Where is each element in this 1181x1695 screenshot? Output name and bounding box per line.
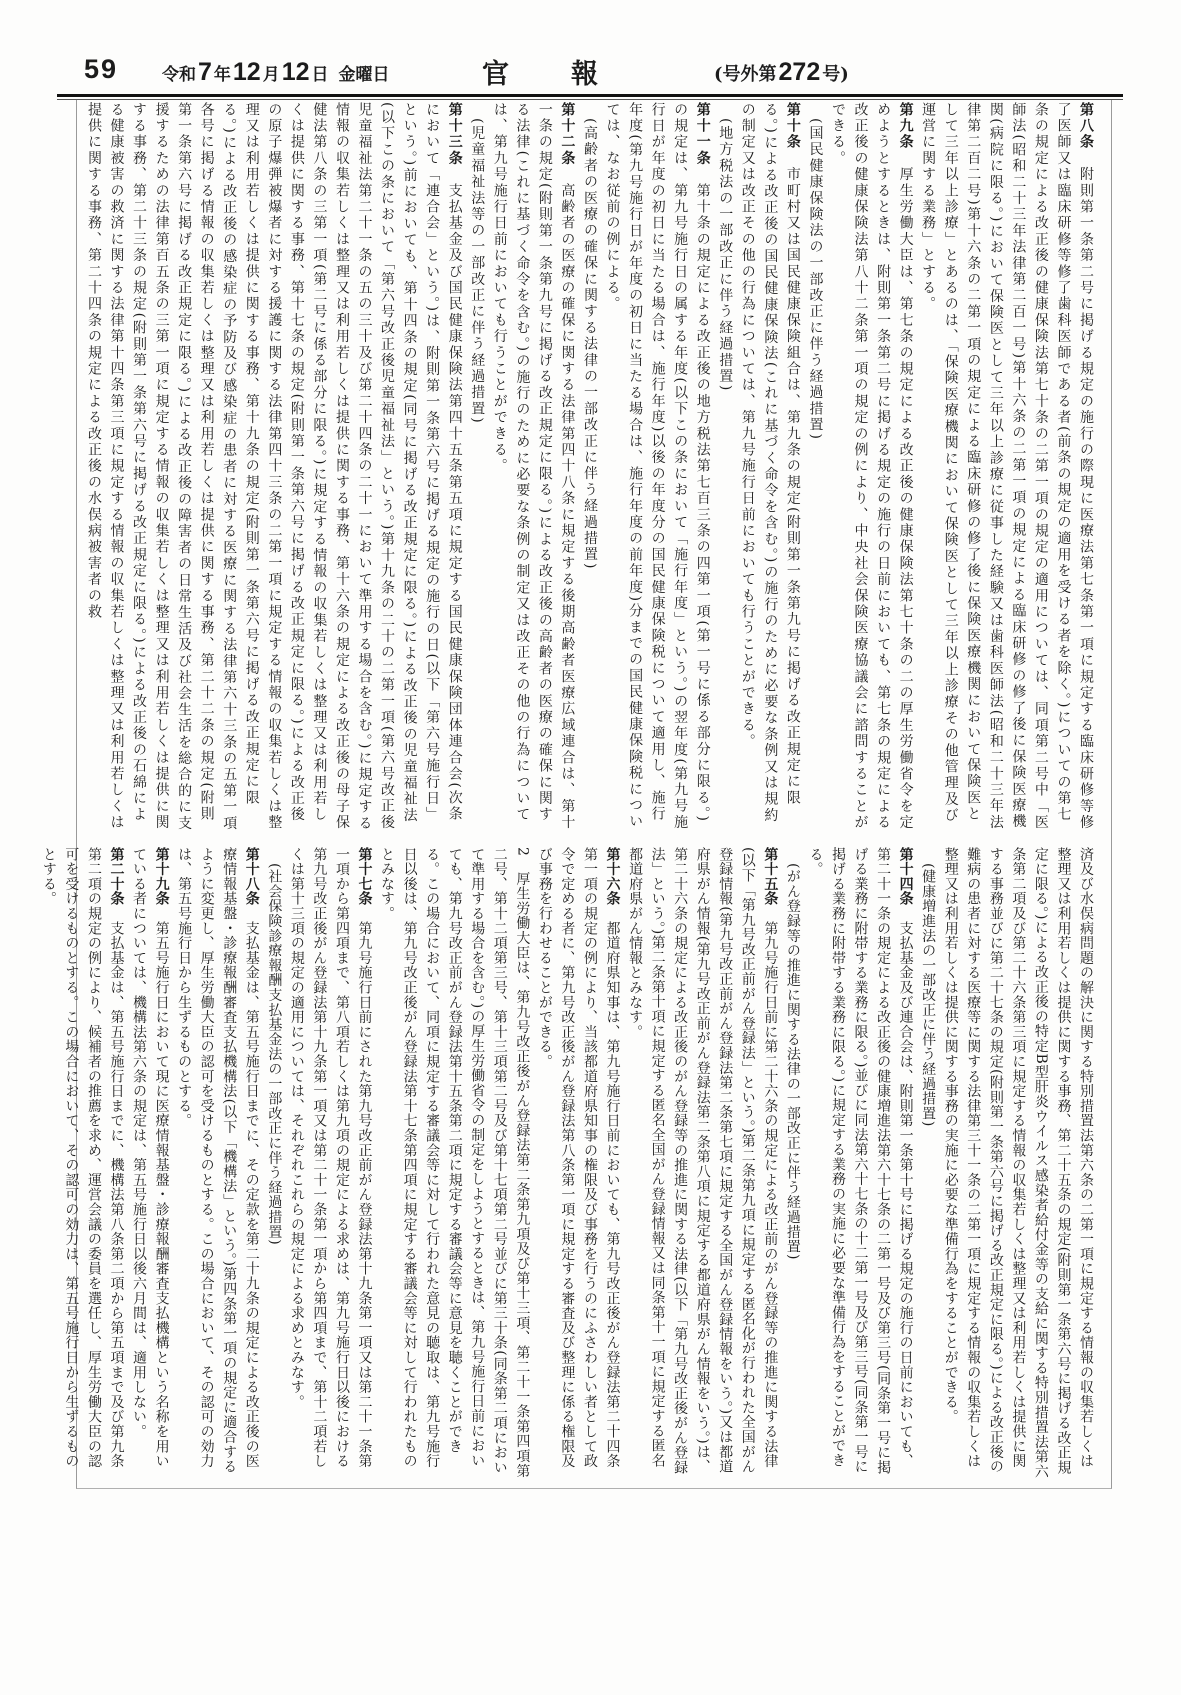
article-8: 第八条 附則第一条第二号に掲げる規定の施行の際現に医療法第七条第一項に規定する臨床研修等修了医師又は臨床研修等修了歯科医師である者(前条の規定の適用を受ける者を除く。)についての第七条の規定による改正後の健康保険法第七十条の二第一項の規定の適用については、同項第二号中「医師法(昭和二十三年法律第二百一号)第十六条の二第一項の規定による臨床研修の修了後に保険医療機関(病院に限る。)において保険医として三年以上診療に従事した経験又は歯科医師法(昭和二十三年法律第二百二号)第十六条の二第一項の規定による臨床研修の修了後に保険医療機関において保険医として三年以上診療」とあるのは、「保険医療機関において保険医として三年以上診療その他管理及び運営に関する業務」とする。 (920, 102, 1094, 832)
article-18-label: 第十八条 (243, 847, 260, 921)
article-11: 第十一条 第十条の規定による改正後の地方税法第七百三条の四第一項(第一号に係る部分に限る。)の規定は、第九号施行日の属する年度(以下この条において「施行年度」という。)の翌年度(第九号施行日が年度の初日に当たる場合は、施行年度)以後の年度分の国民健康保険税について適用し、施行年度(第九号施行日が年度の初日に当たる場合は、施行年度の前年度)分までの国民健康保険税については、なお従前の例による。 (604, 102, 711, 831)
heading-chihozei: (地方税法の一部改正に伴う経過措置) (717, 118, 734, 393)
article-16-para-2-label: 2 (514, 847, 531, 872)
article-17-label: 第十七条 (356, 847, 373, 921)
article-8-label: 第八条 (1078, 102, 1094, 167)
article-19-label: 第十九条 (153, 847, 170, 921)
page-number: 59 (84, 54, 119, 84)
article-16-label: 第十六条 (604, 847, 621, 921)
article-14: 第十四条 支払基金及び連合会は、附則第一条第十号に掲げる規定の施行の日前においても、第二十一条の規定による改正後の健康増進法第六十七条の二第一号及び第三号(同条第一号に掲げる業務に附帯する業務に限る。)並びに同法第六十七条の十二第一号及び第三号(同条第一号に掲げる業務に附帯する業務に限る。)に規定する業務の実施に必要な準備行為をすることができる。 (807, 847, 914, 1475)
article-12-label: 第十二条 (559, 102, 576, 183)
article-10: 第十条 市町村又は国民健康保険組合は、第九条の規定(附則第一条第九号に掲げる改正規定に限る。)による改正後の国民健康保険法(これに基づく命令を含む。)の施行のために必要な条例又は規約の制定又は改正その他の行為については、第九号施行日前においても行うことができる。 (739, 102, 801, 824)
article-19: 第十九条 第五号施行日において現に医療情報基盤・診療報酬審査支払機構という名称を用いている者については、機構法第六条の規定は、第五号施行日以後六月間は、適用しない。 (131, 847, 170, 1469)
band-top (83, 102, 1097, 832)
article-13-label: 第十三条 (446, 102, 463, 183)
heading-koreisha: (高齢者の医療の確保に関する法律の一部改正に伴う経過措置) (581, 118, 598, 571)
article-18: 第十八条 支払基金は、第五号施行日までに、その定款を第二十九条の規定による改正後の医療情報基盤・診療報酬審査支払機構法(以下「機構法」という。)第四条第一項の規定に適合するように変更し、厚生労働大臣の認可を受けるものとする。この場合において、その認可の効力は、第五号施行日から生ずるものとする。 (176, 847, 260, 1475)
article-11-label: 第十一条 (694, 102, 711, 183)
heading-shiharaikikin: (社会保険診療報酬支払基金法の一部改正に伴う経過措置) (266, 863, 283, 1246)
article-13: 第十三条 支払基金及び国民健康保険法第四十五条第五項に規定する国民健康保険団体連合会(次条において「連合会」という。)は、附則第一条第六号に掲げる規定の施行の日(以下「第六号施行日」という。)前においても、第十四条の規定(同号に掲げる改正規定に限る。)による改正後の児童福祉法(以下この条において「第六号改正後児童福祉法」という。)第十九条の二十の二第一項(第六号改正後児童福祉法第二十一条の五の三十及び第二十四条の二十一において準用する場合を含む。)に規定する情報の収集若しくは整理又は利用若しくは提供に関する事務、第十六条の規定による改正後の母子保健法第八条の三第一項(第二号に係る部分に限る。)に規定する情報の収集若しくは整理又は利用若しくは提供に関する事務、第十七条の規定(附則第一条第六号に掲げる改正規定に限る。)による改正後の原子爆弾被爆者に対する援護に関する法律第四十三条の二第一項に規定する情報の収集若しくは整理又は利用若しくは提供に関する事務、第十九条の規定(附則第一条第六号に掲げる改正規定に限る。)による改正後の感染症の予防及び感染症の患者に対する医療に関する法律第六十三条の五第一項各号に掲げる情報の収集若しくは整理又は利用若しくは提供に関する事務、第二十二条の規定(附則第一条第六号に掲げる改正規定に限る。)による改正後の障害者の日常生活及び社会生活を総合的に支援するための法律第百五条の三第一項に規定する情報の収集若しくは整理又は利用若しくは提供に関する事務、第二十三条の規定(附則第一条第六号に掲げる改正規定に限る。)による改正後の石綿による健康被害の救済に関する法律第十四条第三項に規定する情報の収集若しくは整理又は利用若しくは提供に関する事務、第二十四条の規定による改正後の水俣病被害者の救 (85, 102, 463, 832)
article-9-label: 第九条 (897, 102, 914, 167)
article-20-label: 第二十条 (108, 847, 125, 921)
header-rule (57, 94, 1123, 97)
heading-kenkozoshin: (健康増進法の一部改正に伴う経過措置) (920, 863, 937, 1128)
band-bottom (40, 847, 1097, 1481)
article-16-para-2: 2 厚生労働大臣は、第九号改正後がん登録法第二条第九項及び第十三項、第二十一条第四項第二号、第十二項第三号、第十三項第二号及び第十七項第二号並びに第三十条(同条第二項において準用する場合を含む。)の厚生労働省令の制定をしようとするときは、第九号施行日前においても、第九号改正前がん登録法第十五条第二項に規定する審議会等に意見を聴くことができる。この場合において、同項に規定する審議会等に対して行われた意見の聴取は、第九号施行日以後は、第九号改正後がん登録法第十七条第四項に規定する審議会等に対して行われたものとみなす。 (379, 847, 531, 1479)
article-13-continued: 済及び水俣病問題の解決に関する特別措置法第六条の二第一項に規定する情報の収集若しくは整理又は利用若しくは提供に関する事務、第二十五条の規定(附則第一条第六号に掲げる改正規定に限る。)による改正後の特定B型肝炎ウイルス感染者給付金等の支給に関する特別措置法第六条第二項及び第二十六条第三項に規定する情報の収集若しくは整理又は利用若しくは提供に関する事務並びに第二十七条の規定(附則第一条第六号に掲げる改正規定に限る。)による改正後の難病の患者に対する医療等に関する法律第三十一条の二第一項に規定する情報の収集若しくは整理又は利用若しくは提供に関する事務の実施に必要な準備行為をすることができる。 (942, 847, 1094, 1479)
article-17: 第十七条 第九号施行日前にされた第九号改正前がん登録法第十九条第一項又は第二十一条第一項から第四項まで、第八項若しくは第九項の規定による求めは、第九号施行日以後における第九号改正後がん登録法第十九条第一項又は第二十一条第一項から第四項まで、第十二項若しくは第十三項の規定の適用については、それぞれこれらの規定による求めとみなす。 (288, 847, 373, 1469)
heading-ganroku: (がん登録等の推進に関する法律の一部改正に伴う経過措置) (784, 863, 801, 1261)
heading-kokuho: (国民健康保険法の一部改正に伴う経過措置) (807, 118, 824, 442)
issue-date: 令和7 年12 月12 日 金曜日 (162, 58, 390, 86)
article-15: 第十五条 第九号施行日前に第二十六条の規定による改正前のがん登録等の推進に関する法律(以下「第九号改正前がん登録法」という。)第二条第九項に規定する匿名化が行われた全国がん登録情報(第九号改正前がん登録法第二条第七項に規定する全国がん登録情報をいう。)又は都道府県がん情報(第九号改正前がん登録法第二条第八項に規定する都道府県がん情報をいう。)は、第二十六条の規定による改正後のがん登録等の推進に関する法律(以下「第九号改正後がん登録法」という。)第二条第十項に規定する匿名全国がん登録情報又は同条第十一項に規定する匿名都道府県がん情報とみなす。 (627, 847, 779, 1475)
weekday: 金曜日 (338, 65, 390, 85)
heading-jidofukushi: (児童福祉法等の一部改正に伴う経過措置) (469, 118, 486, 425)
article-9: 第九条 厚生労働大臣は、第七条の規定による改正後の健康保険法第七十条の二の厚生労働省令を定めようとするときは、附則第一条第二号に掲げる規定の施行の日前においても、第七条の規定による改正後の健康保険法第八十二条第一項の規定の例により、中央社会保険医療協議会に諮問することができる。 (829, 102, 914, 832)
article-15-label: 第十五条 (762, 847, 779, 921)
article-16: 第十六条 都道府県知事は、第九号施行日前においても、第九号改正後がん登録法第二十四条第一項の規定の例により、当該都道府県知事の権限及び事務を行うのにふさわしい者として政令で定める者に、第九号改正後がん登録法第八条第一項に規定する審査及び整理に係る権限及び事務を行わせることができる。 (536, 847, 621, 1469)
article-12: 第十二条 高齢者の医療の確保に関する法律第四十八条に規定する後期高齢者医療広域連合は、第十一条の規定(附則第一条第九号に掲げる改正規定に限る。)による改正後の高齢者の医療の確保に関する法律(これに基づく命令を含む。)の施行のために必要な条例の制定又は改正その他の行為については、第九号施行日前においても行うことができる。 (491, 102, 576, 831)
article-14-label: 第十四条 (897, 847, 914, 921)
article-10-label: 第十条 (784, 102, 801, 167)
page-header (0, 50, 1181, 94)
issue-number: (号外第272 号) (714, 58, 849, 86)
publication-title: 官報 (482, 59, 660, 90)
article-20: 第二十条 支払基金は、第五号施行日までに、機構法第八条第二項から第五項まで及び第九条第二項の規定の例により、候補者の推薦を求め、運営会議の委員を選任し、厚生労働大臣の認可を受けるものとする。この場合において、その認可の効力は、第五号施行日から生ずるものとする。 (40, 847, 125, 1469)
